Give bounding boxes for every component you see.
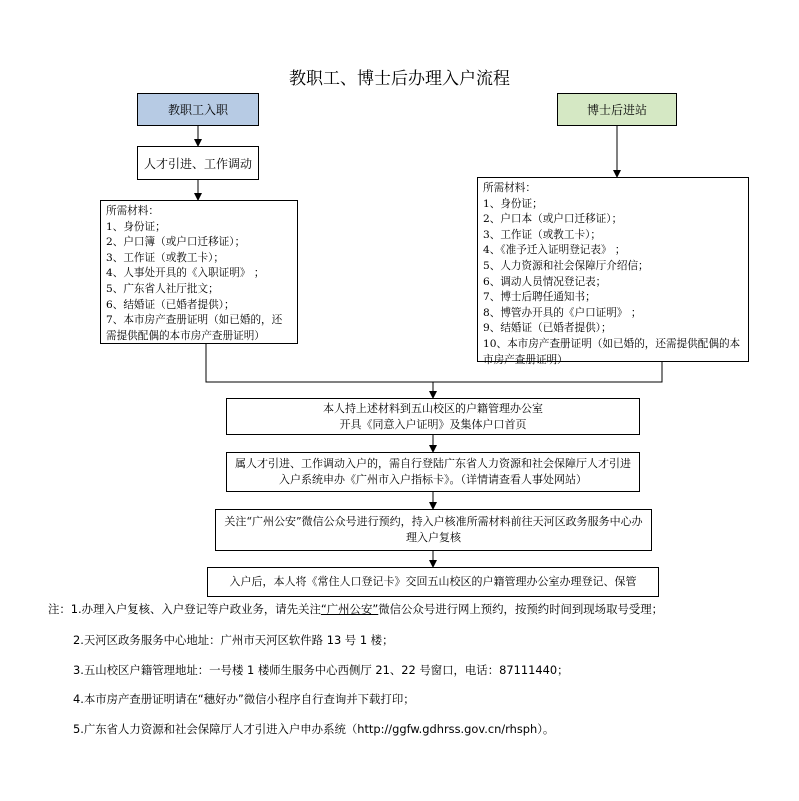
right-material-item: 9、结婚证（已婚者提供）； [483, 322, 612, 335]
left-materials-heading: 所需材料： [106, 205, 159, 217]
left-material-item: 1、身份证； [106, 220, 166, 233]
notes-label: 注： [48, 602, 71, 616]
note-1-link: “广州公安” [320, 602, 379, 616]
right-material-item: 4、《准予迁入证明登记表》 ； [483, 244, 626, 257]
right-header-box: 博士后进站 [557, 93, 677, 126]
left-step-box: 人才引进、工作调动 [137, 146, 259, 180]
right-material-item: 3、工作证（或教工卡）； [483, 228, 601, 241]
step1-line1: 本人持上述材料到五山校区的户籍管理办公室 [323, 401, 543, 415]
page-title: 教职工、博士后办理入户流程 [289, 69, 510, 89]
left-header-box: 教职工入职 [137, 93, 259, 126]
left-materials-box [100, 200, 298, 344]
right-material-item: 1、身份证； [483, 197, 543, 210]
right-material-item: 6、调动人员情况登记表； [483, 275, 607, 288]
right-material-item: 8、博管办开具的《户口证明》 ； [483, 306, 642, 319]
note-4: 4.本市房产查册证明请在“穗好办”微信小程序自行查询并下载打印； [73, 692, 415, 706]
right-material-item: 2、户口本（或户口迁移证）； [483, 213, 623, 226]
left-material-item: 4、人事处开具的《入职证明》 ； [106, 267, 265, 280]
note-5: 5.广东省人力资源和社会保障厅人才引进入户申办系统（http://ggfw.gdhrss.gov.cn/rhsph）。 [73, 722, 555, 736]
step1-box [226, 398, 640, 435]
note-1-text-end: 微信公众号进行网上预约，按预约时间到现场取号受理； [378, 602, 664, 616]
left-material-item: 2、户口簿（或户口迁移证）； [106, 236, 246, 249]
note-2: 2.天河区政务服务中心地址：广州市天河区软件路 13 号 1 楼； [73, 633, 394, 647]
note-1-text: 1.办理入户复核、入户登记等户政业务，请先关注 [70, 602, 321, 616]
step2-box: 属人才引进、工作调动入户的，需自行登陆广东省人力资源和社会保障厅人才引进入户系统申办《广州市入户指标卡》。（详情请查看人事处网站） [226, 452, 640, 492]
note-3: 3.五山校区户籍管理地址：一号楼 1 楼师生服务中心西侧厅 21、22 号窗口，电话：87111440； [73, 663, 569, 677]
right-materials-heading: 所需材料： [483, 182, 536, 194]
right-material-item: 7、博士后聘任通知书； [483, 291, 596, 304]
step4-box: 入户后，本人将《常住人口登记卡》交回五山校区的户籍管理办公室办理登记、保管 [207, 567, 659, 597]
left-material-item: 5、广东省人社厅批文； [106, 282, 219, 295]
right-material-item: 5、人力资源和社会保障厅介绍信； [483, 259, 649, 272]
step1-line2: 开具《同意入户证明》及集体户口首页 [339, 417, 527, 431]
left-material-item: 6、结婚证（已婚者提供）； [106, 298, 235, 311]
note-1 [48, 601, 663, 617]
step3-box: 关注“广州公安”微信公众号进行预约，持入户核准所需材料前往天河区政务服务中心办理入户复核 [215, 509, 652, 551]
right-materials-box [477, 177, 749, 366]
left-material-item: 3、工作证（或教工卡）； [106, 251, 224, 264]
right-material-item: 10、本市房产查册证明（如已婚的，还需提供配偶的本市房产查册证明） [483, 337, 741, 366]
left-material-item: 7、本市房产查册证明（如已婚的，还需提供配偶的本市房产查册证明） [106, 314, 283, 342]
